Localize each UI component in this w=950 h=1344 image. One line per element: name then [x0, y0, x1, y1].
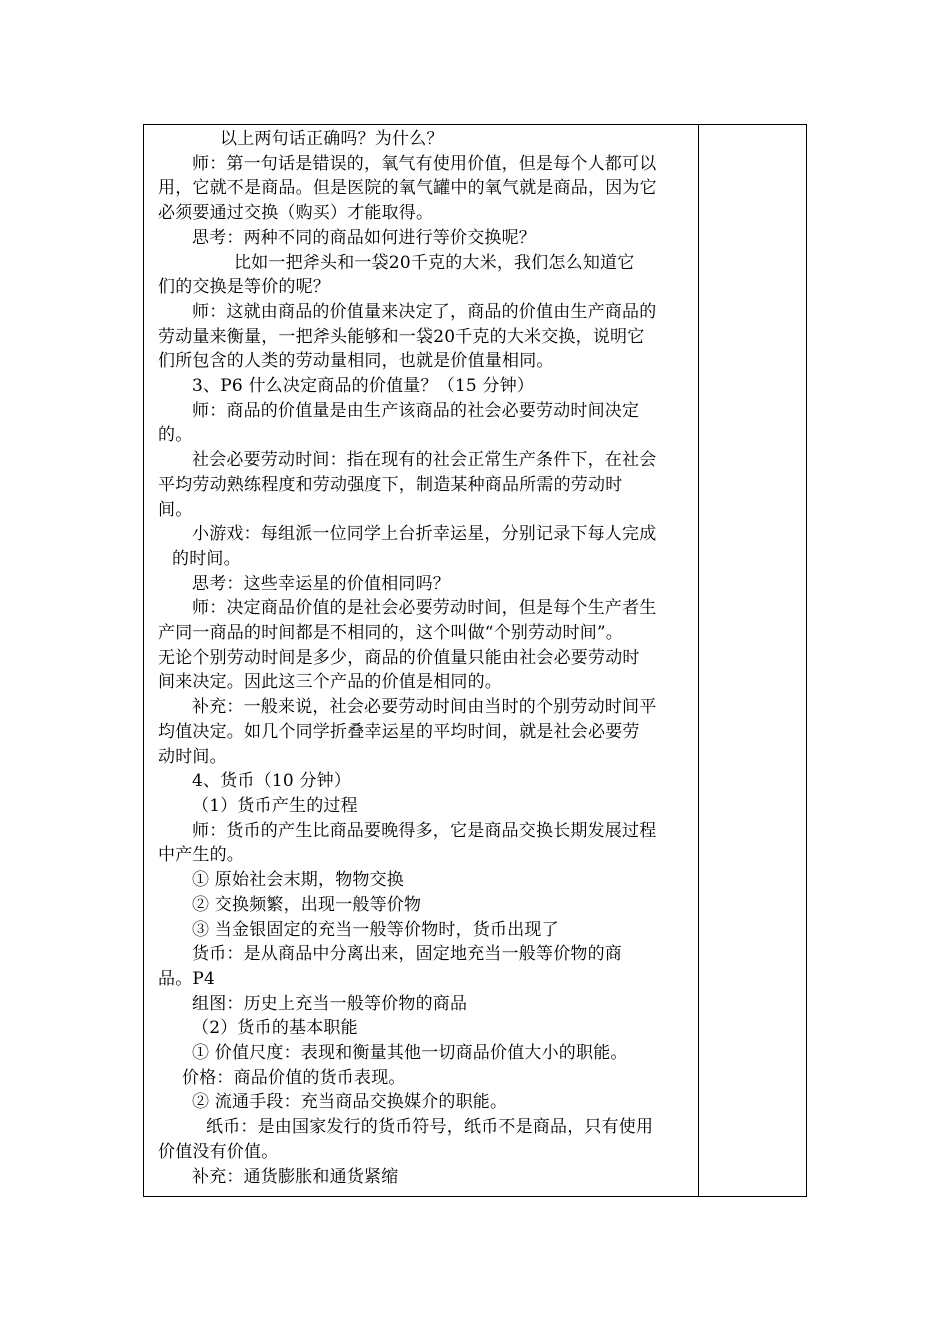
- text-line: 师：第一句话是错误的，氧气有使用价值，但是每个人都可以: [192, 153, 657, 174]
- text-line: 必须要通过交换（购买）才能取得。: [158, 203, 434, 224]
- lesson-table: [143, 124, 807, 1197]
- text-line: 师：这就由商品的价值量来决定了，商品的价值由生产商品的: [192, 301, 657, 322]
- text-line: ② 交换频繁，出现一般等价物: [192, 894, 422, 915]
- text-line: 以上两句话正确吗？为什么？: [220, 129, 444, 149]
- text-line: 3、P6 什么决定商品的价值量？（15 分钟）: [192, 376, 535, 397]
- text-line: ③ 当金银固定的充当一般等价物时，货币出现了: [192, 919, 559, 940]
- text-line: 间来决定。因此这三个产品的价值是相同的。: [158, 672, 502, 693]
- text-line: 货币：是从商品中分离出来，固定地充当一般等价物的商: [192, 944, 622, 965]
- text-line: （2）货币的基本职能: [192, 1018, 358, 1039]
- text-line: ① 原始社会末期，物物交换: [192, 870, 405, 891]
- text-line: （1）货币产生的过程: [192, 795, 358, 816]
- text-line: 价值没有价值。: [158, 1141, 279, 1162]
- text-line: 的。: [158, 425, 193, 446]
- text-line: 用，它就不是商品。但是医院的氧气罐中的氧气就是商品，因为它: [158, 178, 657, 199]
- text-line: 劳动量来衡量，一把斧头能够和一袋20千克的大米交换，说明它: [158, 326, 645, 347]
- text-line: 组图：历史上充当一般等价物的商品: [192, 993, 468, 1014]
- text-line: 动时间。: [158, 746, 227, 767]
- text-line: 中产生的。: [158, 845, 244, 866]
- text-line: 补充：通货膨胀和通货紧缩: [192, 1166, 399, 1187]
- text-line: 师：决定商品价值的是社会必要劳动时间，但是每个生产者生: [192, 598, 657, 619]
- text-line: 补充：一般来说，社会必要劳动时间由当时的个别劳动时间平: [192, 697, 657, 718]
- text-line: 间。: [158, 499, 193, 520]
- text-line: 4、货币（10 分钟）: [192, 771, 352, 792]
- text-line: 品。P4: [158, 968, 216, 989]
- text-line: 师：货币的产生比商品要晚得多，它是商品交换长期发展过程: [192, 820, 657, 841]
- text-line: 纸币：是由国家发行的货币符号，纸币不是商品，只有使用: [206, 1117, 654, 1138]
- text-line: 师：商品的价值量是由生产该商品的社会必要劳动时间决定: [192, 400, 640, 421]
- text-line: ② 流通手段：充当商品交换媒介的职能。: [192, 1092, 508, 1113]
- text-line: 比如一把斧头和一袋20千克的大米，我们怎么知道它: [234, 252, 635, 273]
- text-line: 产同一商品的时间都是不相同的，这个叫做“个别劳动时间”。: [158, 623, 623, 644]
- text-line: 均值决定。如几个同学折叠幸运星的平均时间，就是社会必要劳: [158, 721, 640, 742]
- text-line: 价格：商品价值的货币表现。: [182, 1067, 406, 1088]
- text-line: 思考：这些幸运星的价值相同吗？: [192, 573, 450, 594]
- text-line: 无论个别劳动时间是多少，商品的价值量只能由社会必要劳动时: [158, 647, 640, 668]
- text-line: 思考：两种不同的商品如何进行等价交换呢？: [192, 227, 536, 248]
- text-line: 小游戏：每组派一位同学上台折幸运星，分别记录下每人完成: [192, 524, 657, 545]
- notes-cell: [699, 125, 806, 1196]
- text-line: ① 价值尺度：表现和衡量其他一切商品价值大小的职能。: [192, 1043, 628, 1064]
- text-line: 的时间。: [172, 548, 241, 569]
- lesson-content-cell: [144, 125, 699, 1196]
- text-line: 们所包含的人类的劳动量相同，也就是价值量相同。: [158, 351, 554, 372]
- text-line: 们的交换是等价的呢？: [158, 277, 330, 298]
- text-line: 平均劳动熟练程度和劳动强度下，制造某种商品所需的劳动时: [158, 474, 623, 495]
- text-line: 社会必要劳动时间：指在现有的社会正常生产条件下，在社会: [192, 450, 657, 471]
